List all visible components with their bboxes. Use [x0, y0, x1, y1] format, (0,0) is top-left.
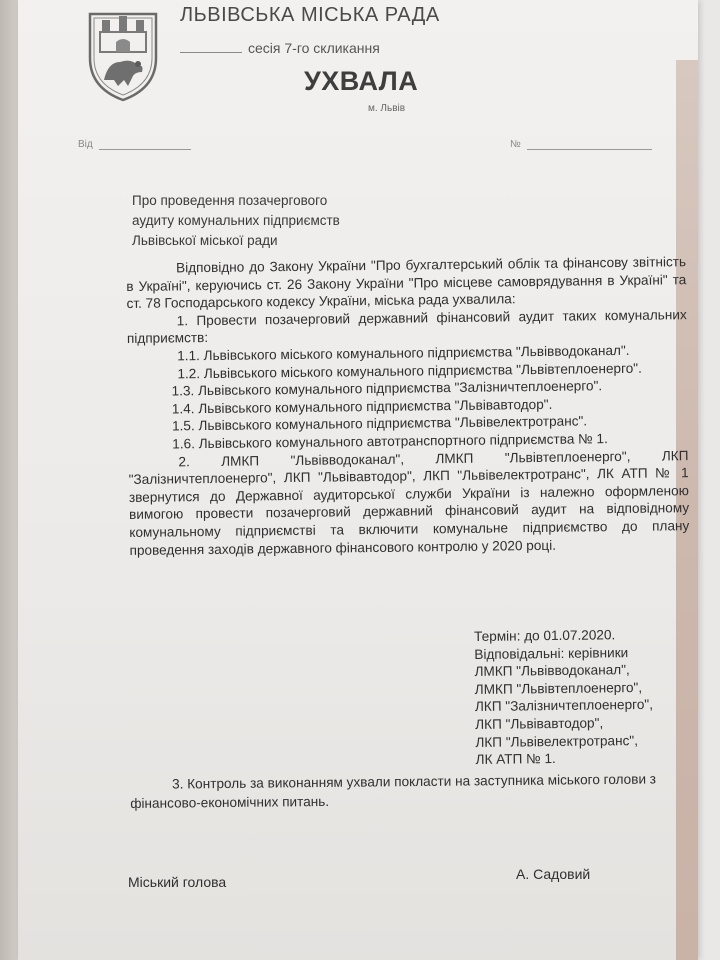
signatory-name: А. Садовий [516, 866, 591, 882]
number-label: № [510, 139, 521, 150]
date-blank-line [99, 149, 191, 150]
item-1: 1. Провести позачерговий державний фінансовий аудит таких комунальних підприємств: [126, 306, 687, 347]
subject-line: Про проведення позачергового [132, 193, 328, 208]
preamble-paragraph: Відповідно до Закону України "Про бухгалтерський облік та фінансову звітність в Україні", керуючись ст. 26 Закону України "Про місцеве самоврядування в Україні" та ст. 78 Господарського кодексу України, міська рада ухвалила: [126, 254, 687, 312]
responsible-line: ЛМКП "Львівводоканал", [474, 662, 630, 680]
city-label: м. Львів [368, 103, 406, 114]
item-1-6: 1.6. Львівського комунального автотранспортного підприємства № 1. [172, 431, 608, 452]
lviv-coat-of-arms-icon [80, 6, 166, 104]
item-1-2: 1.2. Львівського міського комунального підприємства "Львівтеплоенерго". [177, 360, 642, 381]
subject-line: аудиту комунальних підприємств [132, 213, 340, 228]
item-1-4: 1.4. Львівського комунального підприємства "Львівавтодор". [171, 396, 553, 417]
responsible-line: ЛКП "Львівавтодор", [475, 715, 604, 732]
item-1-3: 1.3. Львівського комунального підприємства "Залізничтеплоенерго". [171, 378, 603, 399]
document-type-title: УХВАЛА [304, 66, 419, 96]
responsible-line: ЛКП "Залізничтеплоенерго", [474, 697, 654, 715]
session-line [180, 40, 380, 56]
council-name: ЛЬВІВСЬКА МІСЬКА РАДА [180, 4, 440, 26]
responsible-line: Відповідальні: керівники [474, 644, 629, 662]
number-blank-line [527, 149, 652, 150]
deadline-line: Термін: до 01.07.2020. [474, 627, 616, 644]
number-field [510, 139, 652, 150]
session-label: сесія 7-го скликання [248, 40, 380, 56]
document-subject [132, 191, 340, 251]
item-1-5: 1.5. Львівського комунального підприємства "Львівелектротранс". [171, 413, 588, 434]
item-1-1: 1.1. Львівського міського комунального підприємства "Львівводоканал". [177, 342, 630, 364]
session-number-blank [180, 52, 242, 53]
date-label: Від [78, 139, 93, 150]
subject-line: Львівської міської ради [132, 233, 278, 248]
signatory-title: Міський голова [128, 874, 227, 890]
responsible-block [474, 626, 654, 769]
responsible-line: ЛКП "Львівелектротранс", [475, 732, 639, 750]
item-2: 2. ЛМКП "Львівводоканал", ЛМКП "Львівтеплоенерго", ЛКП "Залізничтеплоенерго", ЛКП "Львівавтодор", ЛКП "Львівелектротранс", ЛК АТП № 1 звернутися до Державної аудиторської служби України із належно оформленою вимогою провести позачерговий державний фінансовий аудит на відповідному комунальному підприємстві та включити комунальне підприємство до плану проведення заходів державного фінансового контролю у 2020 році. [128, 447, 690, 558]
item-3-control [130, 769, 680, 813]
responsible-line: ЛК АТП № 1. [475, 751, 556, 768]
responsible-line: ЛМКП "Львівтеплоенерго", [474, 679, 643, 697]
document-body [126, 253, 690, 559]
date-field [78, 139, 191, 150]
control-text: 3. Контроль за виконанням ухвали покласти на заступника міського голови з фінансово-економічних питань. [130, 771, 657, 811]
